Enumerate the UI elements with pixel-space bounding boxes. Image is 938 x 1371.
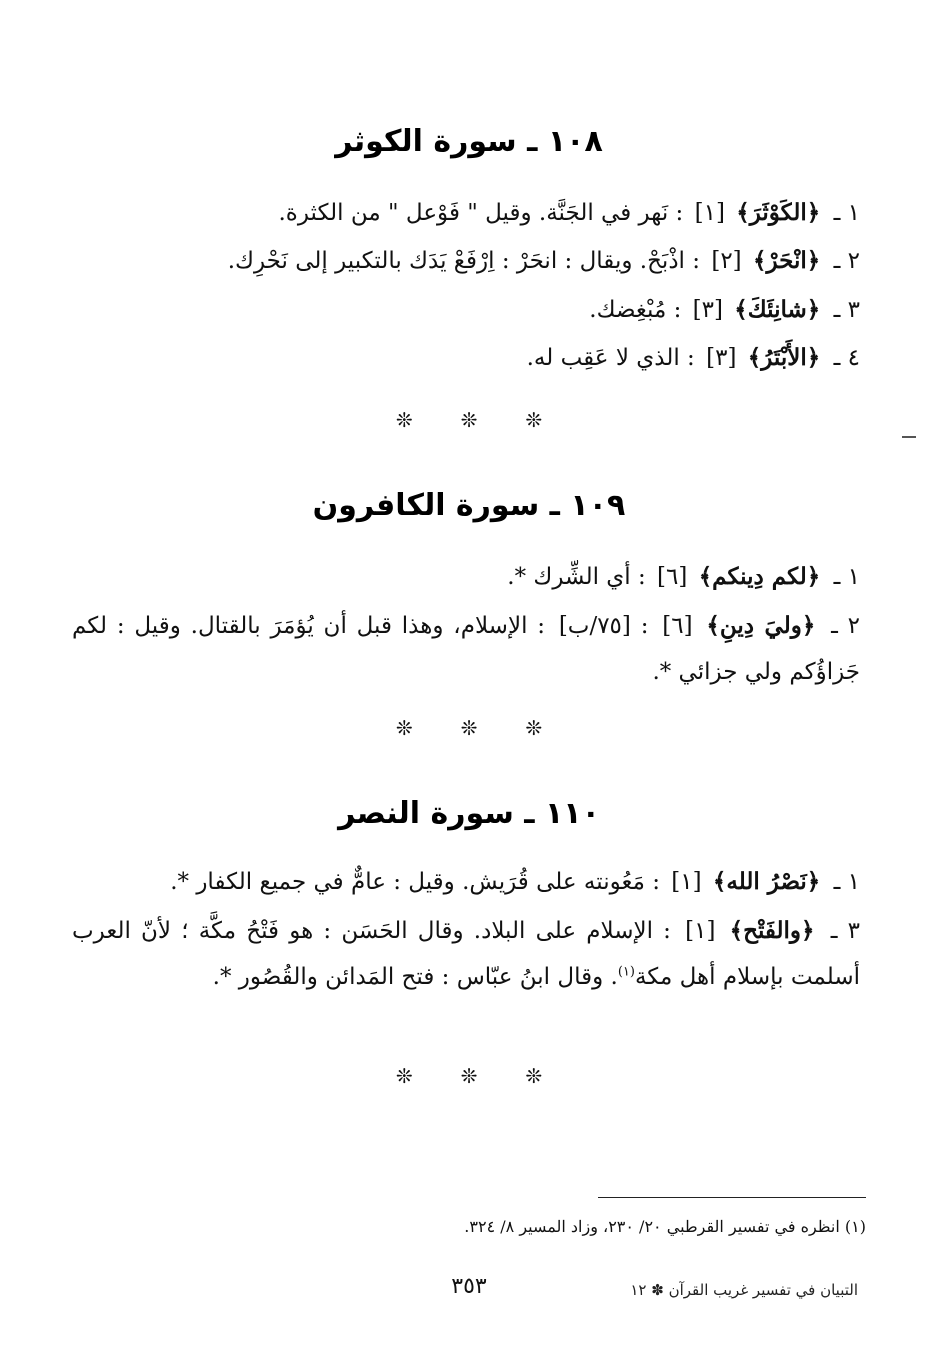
section-title-nasr: ١١٠ ـ سورة النصر: [338, 796, 600, 831]
gloss: : الإسلام على البلاد. وقال الحَسَن : هو فَتْحُ مكَّة ؛ لأنّ العرب أسلمت بإسلام أهل مكة: [72, 918, 860, 990]
entry-number: ٣ ـ: [833, 297, 860, 323]
verse-ref: [٢]: [711, 248, 742, 274]
entry-number: ٢ ـ: [831, 613, 861, 639]
margin-mark: [902, 436, 916, 438]
entry-kafirun-1: [72, 554, 860, 600]
star-ornament-icon: ❊: [525, 1064, 543, 1088]
verse-ref: [٦]: [662, 613, 693, 639]
entry-kafirun-2: [72, 603, 860, 695]
section-title-kawthar: ١٠٨ ـ سورة الكوثر: [335, 124, 603, 159]
section-separator: [0, 408, 938, 432]
star-ornament-icon: ❊: [525, 716, 543, 740]
verse-ref: [١]: [694, 200, 725, 226]
entry-kawthar-4: [72, 335, 860, 381]
star-ornament-icon: ❊: [460, 408, 478, 432]
verse-ref: [٣]: [706, 345, 737, 371]
quran-word: ﴿والفَتْح﴾: [729, 917, 815, 944]
verse-ref: [١]: [685, 918, 716, 944]
entry-nasr-3: [72, 908, 860, 1000]
gloss-prefix: :: [640, 613, 649, 639]
section-title-kafirun: ١٠٩ ـ سورة الكافرون: [312, 488, 626, 523]
footnote-marker: (١): [617, 964, 635, 980]
star-ornament-icon: ❊: [460, 1064, 478, 1088]
quran-word: ﴿وليَ دِينِ﴾: [706, 612, 816, 639]
verse-ref: [٦]: [657, 564, 688, 590]
gloss: : أي الشِّرك *.: [507, 564, 646, 590]
entry-number: ١ ـ: [833, 200, 860, 226]
gloss: : مُبْغِضك.: [589, 297, 682, 323]
quran-word: ﴿الأَبْتَرُ﴾: [747, 344, 821, 371]
manuscript-page-ref: [٧٥/ب]: [558, 613, 631, 639]
gloss: : نَهر في الجَنَّة. وقيل " فَوْعل " من الكثرة.: [278, 200, 684, 226]
quran-word: ﴿انْحَرْ﴾: [752, 247, 821, 274]
running-footer-title: التبيان في تفسير غريب القرآن ✽ ١٢: [630, 1281, 858, 1299]
entry-kawthar-2: [72, 238, 860, 284]
page-number: ٣٥٣: [451, 1274, 487, 1299]
quran-word: ﴿الكَوْثَرَ﴾: [736, 199, 821, 226]
quran-word: ﴿شانِئَكَ﴾: [734, 296, 821, 323]
gloss: : مَعُونته على قُرَيش. وقيل : عامٌّ في جميع الكفار *.: [170, 869, 660, 895]
star-ornament-icon: ❊: [395, 716, 413, 740]
entry-kawthar-1: [72, 190, 860, 236]
entry-number: ٤ ـ: [833, 345, 860, 371]
star-ornament-icon: ❊: [460, 716, 478, 740]
gloss-continued: . وقال ابنُ عبّاس : فتح المَدائن والقُصُور *.: [212, 964, 618, 990]
footnote-rule: [598, 1197, 866, 1198]
entry-number: ٢ ـ: [833, 248, 860, 274]
section-separator: [0, 1064, 938, 1088]
star-ornament-icon: ❊: [525, 408, 543, 432]
verse-ref: [٣]: [692, 297, 723, 323]
star-ornament-icon: ❊: [395, 408, 413, 432]
footnote: (١) انظره في تفسير القرطبي ٢٠/ ٢٣٠، وزاد المسير ٨/ ٣٢٤.: [464, 1217, 866, 1236]
section-separator: [0, 716, 938, 740]
star-ornament-icon: ❊: [395, 1064, 413, 1088]
gloss: : الذي لا عَقِب له.: [526, 345, 695, 371]
entry-number: ١ ـ: [833, 564, 860, 590]
quran-word: ﴿لكم دِينكم﴾: [698, 563, 821, 590]
gloss: : اذْبَحْ. ويقال : انحَرْ : اِرْفَعْ يَدَك بالتكبير إلى نَحْرِك.: [227, 248, 701, 274]
entry-nasr-1: [72, 859, 860, 905]
entry-number: ١ ـ: [833, 869, 860, 895]
quran-word: ﴿نَصْرُ الله﴾: [712, 868, 821, 895]
entry-kawthar-3: [72, 287, 860, 333]
verse-ref: [١]: [671, 869, 702, 895]
gloss: : الإسلام، وهذا قبل أن يُؤمَرَ بالقتال. وقيل : لكم جَزاؤُكم ولي جزائي *.: [72, 613, 860, 685]
entry-number: ٣ ـ: [830, 918, 860, 944]
